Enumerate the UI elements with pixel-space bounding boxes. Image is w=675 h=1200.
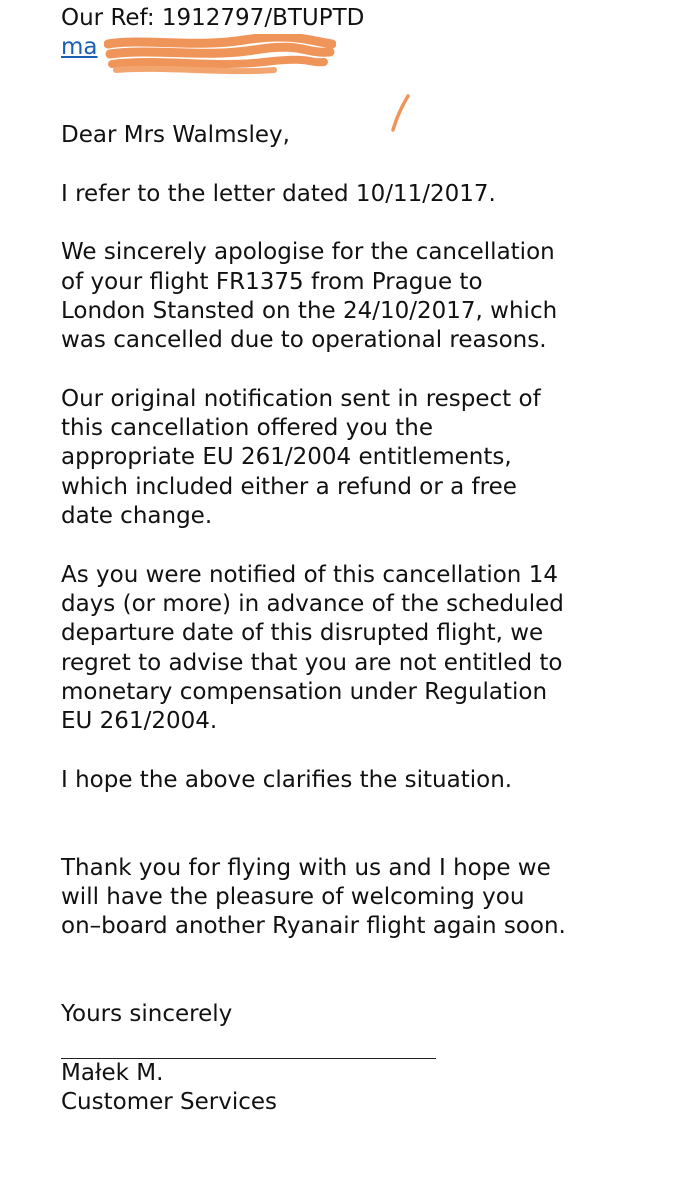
paragraph-line: which included either a refund or a free [61,473,517,500]
paragraph-line: monetary compensation under Regulation [61,678,548,705]
compensation-paragraph [61,561,661,737]
paragraph-line: Thank you for flying with us and I hope we [61,854,551,881]
email-link[interactable]: ma [61,34,98,61]
reference-number: Our Ref: 1912797/BTUPTD [61,5,365,31]
sign-off: Yours sincerely [61,1001,233,1028]
paragraph-line: regret to advise that you are not entitled to [61,649,563,676]
paragraph-line: will have the pleasure of welcoming you [61,883,525,910]
paragraph-line: Our original notification sent in respect of [61,385,541,412]
paragraph-line: date change. [61,503,213,530]
paragraph-line: was cancelled due to operational reasons. [61,327,547,354]
paragraph-line: EU 261/2004. [61,708,218,735]
salutation: Dear Mrs Walmsley, [61,122,290,149]
signatory-department: Customer Services [61,1088,278,1115]
paragraph-line: departure date of this disrupted flight, we [61,620,544,647]
closing-paragraph [61,854,661,942]
paragraph-line: London Stansted on the 24/10/2017, which [61,297,558,324]
paragraph-line: appropriate EU 261/2004 entitlements, [61,444,512,471]
notification-paragraph [61,385,661,531]
paragraph-line: We sincerely apologise for the cancellation [61,239,555,266]
paragraph-line: of your flight FR1375 from Prague to [61,268,483,295]
paragraph-line: As you were notified of this cancellation 14 [61,561,558,588]
signature-line [61,1029,436,1058]
paragraph-line: this cancellation offered you the [61,415,434,442]
intro-line: I refer to the letter dated 10/11/2017. [61,180,496,207]
apology-paragraph [61,238,661,355]
paragraph-line: days (or more) in advance of the scheduled [61,590,564,617]
letter-body [61,4,661,1117]
clarification-line: I hope the above clarifies the situation. [61,766,513,793]
paragraph-line: on–board another Ryanair flight again soon. [61,913,566,940]
signatory-name: Małek M. [61,1059,164,1086]
